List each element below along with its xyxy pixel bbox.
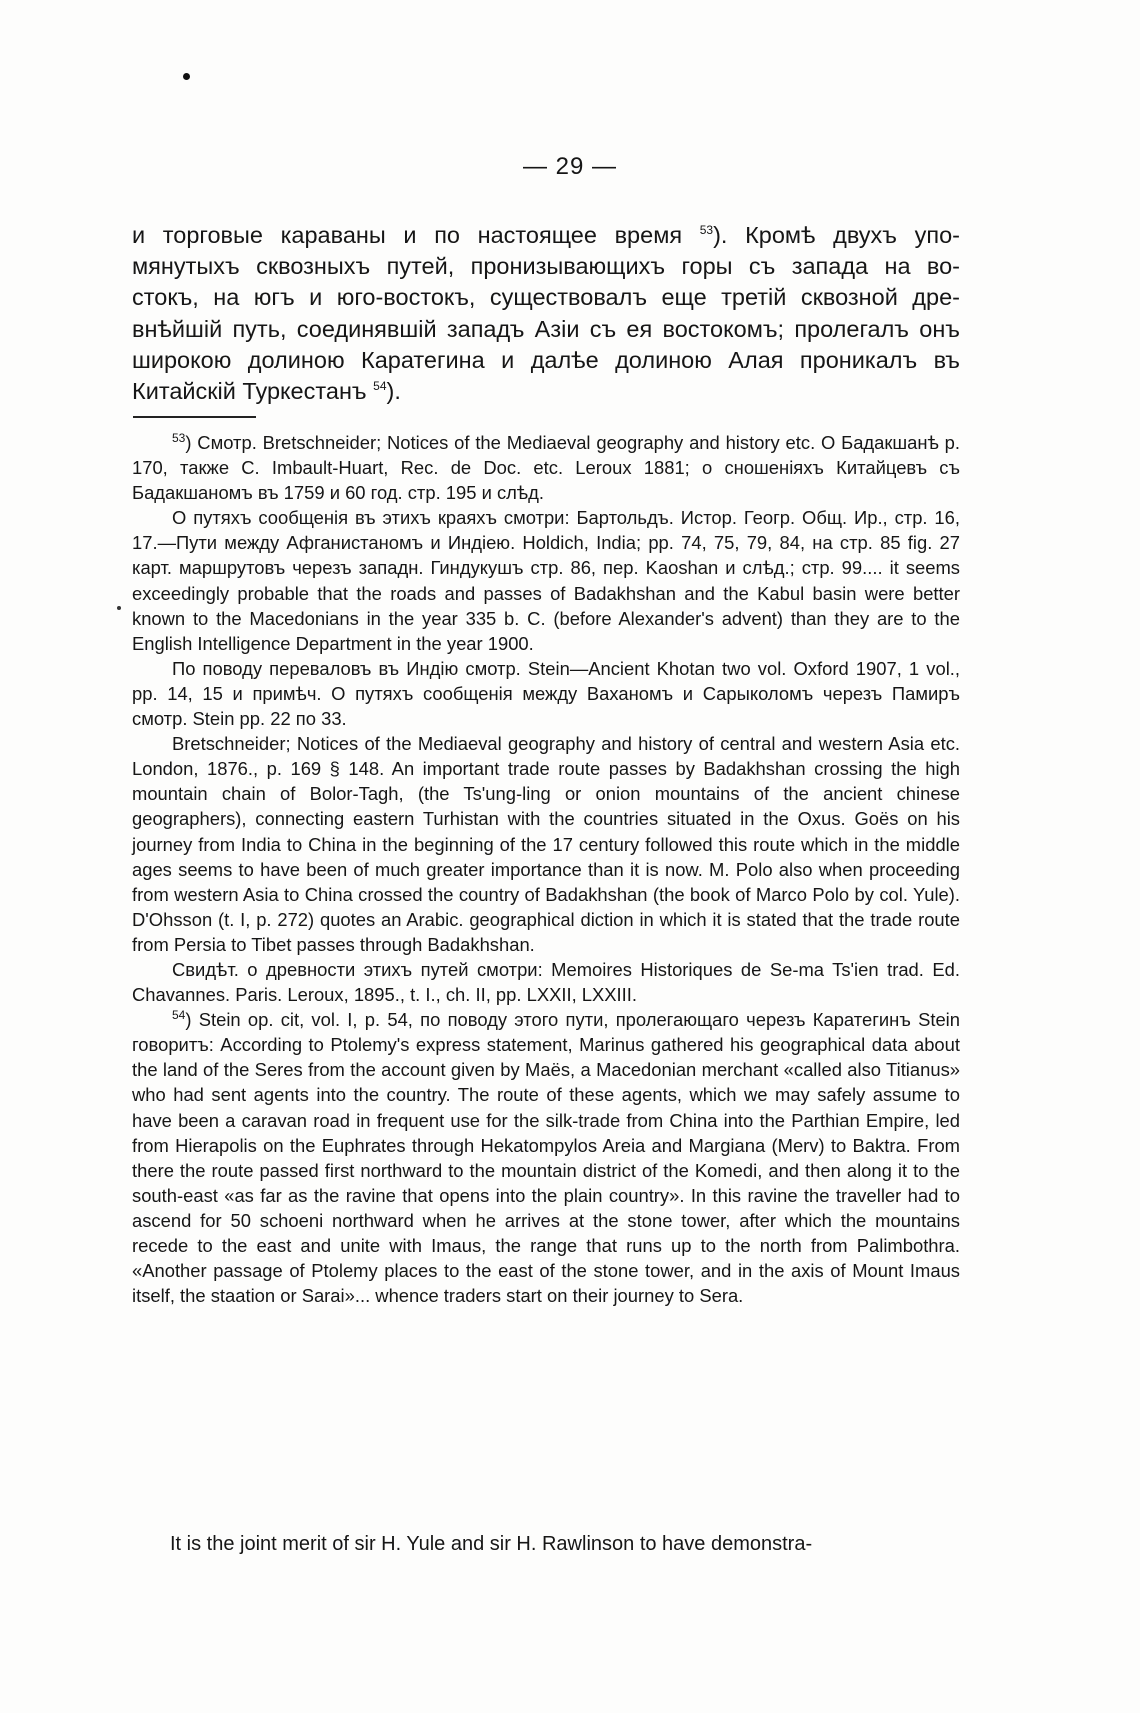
footnote-53: $^{53}$) Смотр. Bretschneider; Notices of the Mediaeval geography and history etc. О Бадакшанѣ p. 170, также C. Imbault-Huart, Rec. de Doc. etc. Leroux 1881; о сношеніяхъ Китайцевъ съ Бадакшаномъ въ 1759 и 60 год. стр. 195 и слѣд. — [132, 430, 960, 504]
main-paragraph — [132, 220, 960, 407]
closing-paragraph — [132, 1531, 960, 1557]
footnote-divider — [133, 416, 256, 418]
footnote-paragraph: О путяхъ сообщенія въ этихъ краяхъ смотри: Бартольдъ. Истор. Геогр. Общ. Ир., стр. 16, 17.—Пути между Афганистаномъ и Индіею. Holdich, India; pp. 74, 75, 79, 84, на стр. 85 fig. 27 карт. маршрутовъ черезъ западн. Гиндукушъ стр. 86, пер. Kaoshan и слѣд.; стр. 99.... it seems exceedingly probable that the roads and passes of Badakhshan and the Kabul basin were better known to the Macedonians in the year 335 b. C. (before Alexander's advent) than they are to the English Intelligence Department in the year 1900. — [132, 507, 960, 654]
main-line: Китайскій Туркестанъ $^{54}$). — [132, 378, 401, 405]
footnote-ref-54: 54 — [373, 379, 387, 394]
main-line: мянутыхъ сквозныхъ путей, пронизывающихъ горы съ запада на во- — [132, 253, 960, 280]
footnote-mark: 54 — [172, 1008, 186, 1023]
footnote-mark: 53 — [172, 430, 186, 445]
footnote-paragraph: Свидѣт. о древности этихъ путей смотри: Memoires Historiques de Se-ma Ts'ien trad. Ed. Chavannes. Paris. Leroux, 1895., t. I., ch. II, pp. LXXII, LXXIII. — [132, 958, 960, 1006]
ink-dot — [117, 606, 121, 610]
main-line: внѣйшій путь, соединявшій западъ Азіи съ ея востокомъ; пролегалъ онъ — [132, 315, 960, 342]
ink-dot — [183, 73, 190, 80]
page-number: — 29 — — [522, 153, 618, 180]
main-line: и торговые караваны и по настоящее время $^{53}$). Кромѣ двухъ упо- — [132, 222, 960, 248]
closing-line: It is the joint merit of sir H. Yule and sir H. Rawlinson to have demonstra- — [170, 1533, 813, 1555]
footnote-ref-53: 53 — [699, 223, 714, 238]
main-line: стокъ, на югъ и юго-востокъ, существовалъ еще третій сквозной дре- — [132, 284, 960, 311]
footnote-paragraph: Bretschneider; Notices of the Mediaeval geography and history of central and western Asia etc. London, 1876., p. 169 § 148. An important trade route passes by Badakhshan crossing the high mountain chain of Bolor-Tagh, (the Ts'ung-ling or onion mountains of the ancient chinese geographers), connecting eastern Turhistan with the countries situated in the Oxus. Goës on his journey from India to China in the beginning of the 17 century followed this route which in the middle ages seems to have been of much greater importance than it is now. M. Polo also when proceeding from western Asia to China crossed the country of Badakhshan (the book of Marco Polo by col. Yule). D'Ohsson (t. I, p. 272) quotes an Arabic. geographical diction in which it is stated that the trade route from Persia to Tibet passes through Badakhshan. — [132, 733, 960, 955]
footnote-paragraph: По поводу переваловъ въ Индію смотр. Stein—Ancient Khotan two vol. Oxford 1907, 1 vol., pp. 14, 15 и примѣч. О путяхъ сообщенія между Ваханомъ и Сарыколомъ черезъ Памиръ смотр. Stein pp. 22 по 33. — [132, 657, 960, 730]
main-line: широкою долиною Каратегина и далѣе долиною Алая проникалъ въ — [132, 346, 960, 373]
footnote-54: $^{54}$) Stein op. cit, vol. I, p. 54, по поводу этого пути, пролегающаго черезъ Каратегинъ Stein говоритъ: According to Ptolemy's express statement, Marinus gathered his geographical data about the land of the Seres from the account given by Maës, a Macedonian merchant «called also Titianus» who had sent agents into the country. The route of these agents, which we may safely assume to have been a caravan road in frequent use for the silk-trade from China into the Parthian Empire, led from Hierapolis on the Euphrates through Hekatompylos Areia and Margiana (Merv) to Baktra. From there the route passed first northward to the mountain district of the Komedi, and then along it to the south-east «as far as the ravine that opens into the plain country». In this ravine the traveller had to ascend for 50 schoeni northward when he arrives at the stone tower, after which the mountains recede to the east and unite with Imaus, the range that runs up to the north from Palimbothra. «Another passage of Ptolemy places to the east of the stone tower, and in the axis of Mount Imaus itself, the staation or Sarai»... whence traders start on their journey to Sera. — [132, 1008, 960, 1307]
footnotes — [132, 430, 960, 1308]
